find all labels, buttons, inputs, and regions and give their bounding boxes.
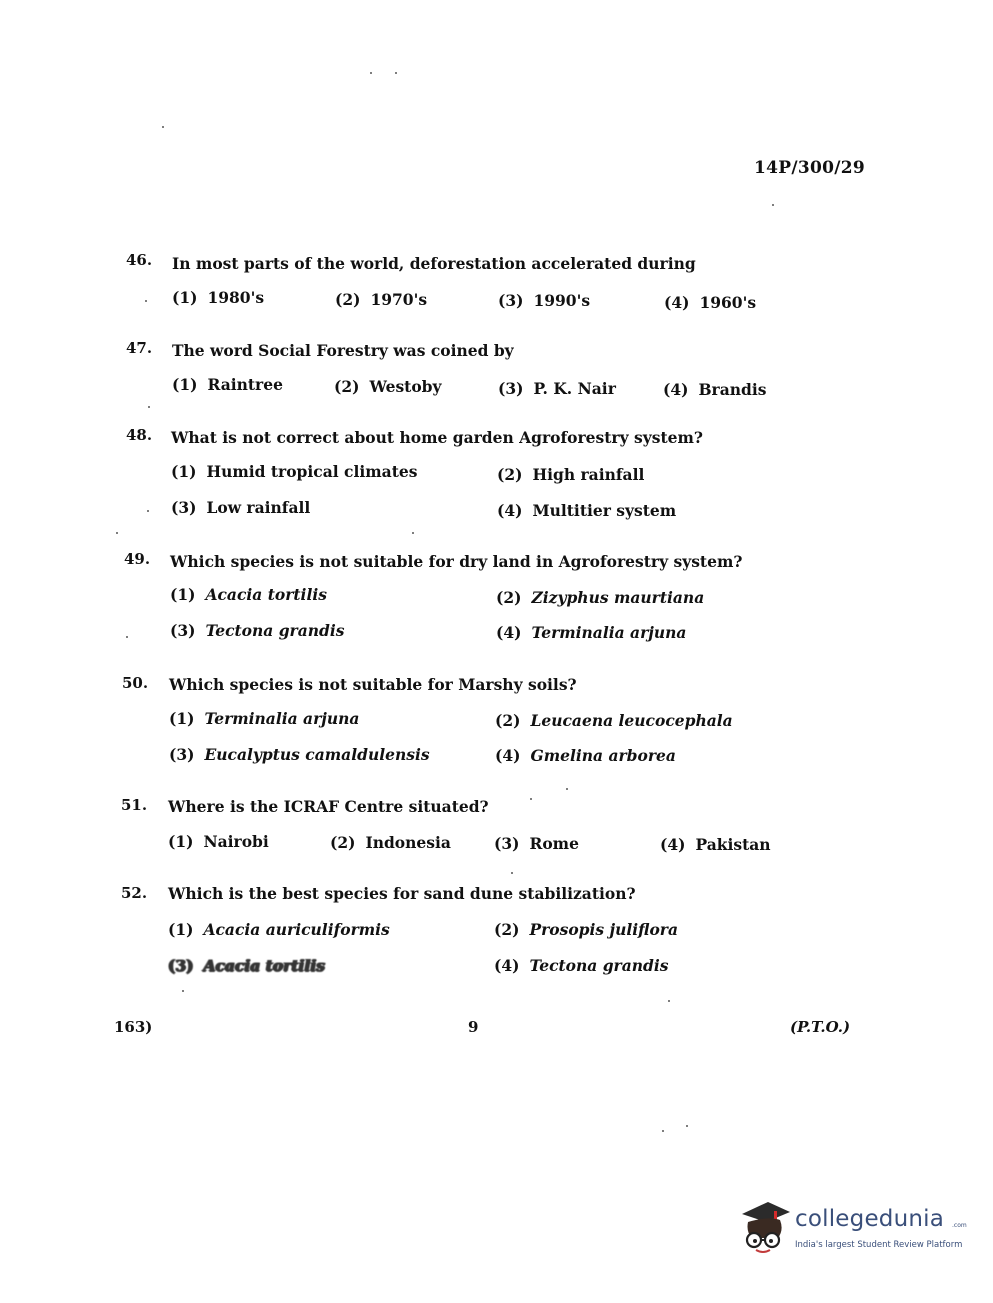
- option-2: (2) Zizyphus maurtiana: [496, 588, 705, 607]
- pto-label: (P.T.O.): [790, 1018, 851, 1036]
- option-4: (4) Pakistan: [660, 835, 771, 854]
- scan-speck: [145, 300, 147, 302]
- option-3: (3) Acacia tortilis: [168, 956, 325, 975]
- scan-speck: [395, 72, 397, 74]
- page-code: 14P/300/29: [754, 158, 866, 178]
- option-4: (4) 1960's: [664, 293, 757, 312]
- option-3: (3) Low rainfall: [171, 498, 311, 517]
- option-1: (1) Nairobi: [168, 832, 269, 851]
- logo-tagline: India's largest Student Review Platform: [795, 1240, 963, 1250]
- option-2: (2) Prosopis juliflora: [494, 920, 678, 939]
- question-text: In most parts of the world, deforestation accelerated during: [172, 254, 696, 273]
- option-3: (3) P. K. Nair: [498, 379, 616, 398]
- question-number: 51.: [121, 796, 148, 814]
- question-number: 50.: [122, 674, 149, 692]
- scan-speck: [511, 872, 513, 874]
- scan-speck: [147, 510, 149, 512]
- option-1: (1) 1980's: [172, 288, 265, 307]
- question-text: Which species is not suitable for Marshy soils?: [169, 675, 577, 694]
- page-number: 9: [468, 1018, 479, 1036]
- option-4: (4) Brandis: [663, 380, 767, 399]
- scan-speck: [370, 72, 372, 74]
- scan-speck: [530, 798, 532, 800]
- scan-speck: [162, 126, 164, 128]
- option-2: (2) High rainfall: [497, 465, 645, 484]
- option-3: (3) Eucalyptus camaldulensis: [169, 745, 430, 764]
- footer-code: 163): [114, 1018, 153, 1036]
- question-number: 52.: [121, 884, 148, 902]
- question-text: Which species is not suitable for dry land in Agroforestry system?: [170, 552, 743, 571]
- scan-speck: [686, 1125, 688, 1127]
- mascot-icon: [738, 1198, 794, 1258]
- option-3: (3) 1990's: [498, 291, 591, 310]
- logo-domain: .com: [952, 1222, 967, 1229]
- logo-wordmark: collegedunia: [795, 1206, 945, 1232]
- question-number: 46.: [126, 251, 153, 269]
- collegedunia-logo: [738, 1198, 968, 1262]
- option-2: (2) 1970's: [335, 290, 428, 309]
- question-text: What is not correct about home garden Agroforestry system?: [171, 428, 703, 447]
- question-number: 48.: [126, 426, 153, 444]
- option-2: (2) Westoby: [334, 377, 442, 396]
- scan-speck: [772, 204, 774, 206]
- option-3: (3) Tectona grandis: [170, 621, 345, 640]
- scan-speck: [126, 636, 128, 638]
- scan-speck: [182, 990, 184, 992]
- scan-speck: [662, 1130, 664, 1132]
- option-1: (1) Terminalia arjuna: [169, 709, 360, 728]
- question-number: 47.: [126, 339, 153, 357]
- option-1: (1) Raintree: [172, 375, 283, 394]
- scan-speck: [412, 532, 414, 534]
- option-4: (4) Tectona grandis: [494, 956, 669, 975]
- option-4: (4) Gmelina arborea: [495, 746, 676, 765]
- question-text: Which is the best species for sand dune stabilization?: [168, 884, 636, 903]
- question-text: Where is the ICRAF Centre situated?: [168, 797, 489, 816]
- option-2: (2) Leucaena leucocephala: [495, 711, 733, 730]
- option-1: (1) Acacia tortilis: [170, 585, 327, 604]
- option-1: (1) Humid tropical climates: [171, 462, 418, 481]
- scan-speck: [668, 1000, 670, 1002]
- scan-speck: [566, 788, 568, 790]
- scan-speck: [116, 532, 118, 534]
- option-3: (3) Rome: [494, 834, 579, 853]
- option-4: (4) Multitier system: [497, 501, 677, 520]
- scan-speck: [148, 406, 150, 408]
- option-2: (2) Indonesia: [330, 833, 451, 852]
- question-number: 49.: [124, 550, 151, 568]
- question-text: The word Social Forestry was coined by: [172, 341, 514, 360]
- option-4: (4) Terminalia arjuna: [496, 623, 687, 642]
- option-1: (1) Acacia auriculiformis: [168, 920, 390, 939]
